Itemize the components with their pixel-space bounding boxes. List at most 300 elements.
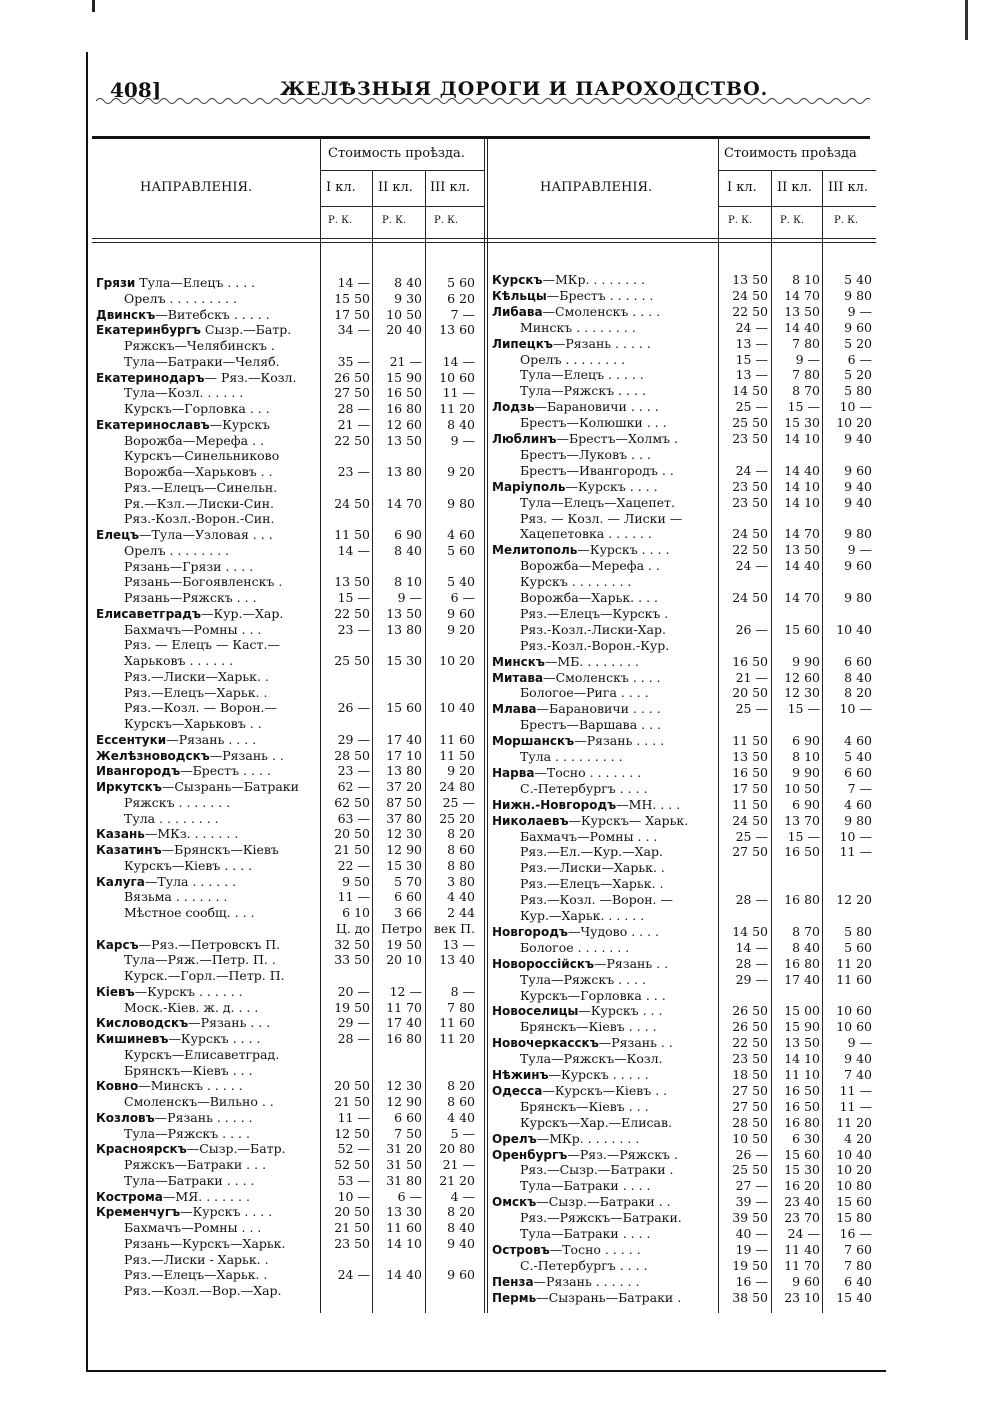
route-name bbox=[492, 272, 645, 288]
class1-heading-left: I кл. bbox=[326, 180, 356, 195]
route-name bbox=[520, 940, 629, 955]
fare-class3: 7 80 bbox=[844, 1257, 872, 1273]
fare-class2: 6 — bbox=[397, 1188, 422, 1204]
fare-class2: 31 50 bbox=[386, 1157, 422, 1172]
fare-class2: 8 10 bbox=[792, 272, 820, 287]
route-direction: Ря.—Кзл.—Лиски-Син. bbox=[124, 495, 275, 511]
fare-class3: 25 — bbox=[442, 794, 475, 810]
fare-class3: 10 60 bbox=[836, 1003, 872, 1019]
fare-class3: 10 — bbox=[839, 828, 872, 844]
fare-class3: 7 60 bbox=[844, 1241, 872, 1257]
route-direction: Курскъ—Хар.—Елисав. bbox=[520, 1114, 672, 1130]
page-number: 408] bbox=[110, 78, 162, 102]
fare-row bbox=[0, 781, 1000, 796]
fare-class2: 14 10 bbox=[784, 431, 820, 446]
fare-class2: 14 70 bbox=[784, 590, 820, 605]
fare-class3: 8 — bbox=[450, 983, 475, 999]
route-direction: Тула—Ряжскъ . . . . bbox=[124, 1125, 250, 1141]
fare-class3: 9 — bbox=[847, 303, 872, 319]
fare-class3: 13 40 bbox=[439, 952, 475, 968]
route-direction: —Курскъ bbox=[209, 416, 270, 432]
fare-class2: 16 50 bbox=[386, 385, 422, 401]
fare-class3: 9 20 bbox=[447, 763, 475, 779]
fare-row bbox=[0, 1226, 1000, 1241]
fare-row bbox=[0, 399, 1000, 414]
fare-class1: 24 50 bbox=[732, 590, 768, 605]
fare-class3: 15 60 bbox=[836, 1194, 872, 1210]
route-direction: —Тосно . . . . . . . bbox=[534, 764, 642, 780]
fare-class2: 12 30 bbox=[386, 826, 422, 842]
fare-class1: 53 — bbox=[337, 1172, 370, 1188]
route-origin: Одесса bbox=[492, 1083, 543, 1098]
direction-heading-left: НАПРАВЛЕНІЯ. bbox=[140, 180, 253, 195]
fare-row bbox=[0, 810, 1000, 828]
route-direction: —Сызрань—Батраки . bbox=[536, 1289, 682, 1305]
fare-class2: 6 60 bbox=[394, 1109, 422, 1125]
route-direction: Тула—Елецъ . . . . . bbox=[520, 367, 644, 383]
route-name bbox=[520, 876, 663, 891]
route-origin: Лодзь bbox=[492, 400, 535, 415]
fare-class3: 25 20 bbox=[439, 810, 475, 826]
route-direction: Ворожба—Мерефа . . bbox=[124, 432, 264, 448]
route-direction: Тула—Елецъ—Хацепет. bbox=[520, 494, 675, 510]
fare-class1: 13 — bbox=[735, 367, 768, 383]
fare-row bbox=[0, 1003, 1000, 1018]
route-direction: Ряз.—Лиски - Харьк. . bbox=[124, 1251, 269, 1267]
fare-class2: 15 60 bbox=[784, 1146, 820, 1162]
fare-row bbox=[0, 352, 1000, 367]
fare-class2: 9 — bbox=[795, 351, 820, 367]
fare-class2: 13 50 bbox=[386, 605, 422, 621]
route-origin: Моршанскъ bbox=[492, 734, 575, 749]
fare-class1: 21 50 bbox=[334, 842, 370, 857]
fare-class1: 26 — bbox=[337, 700, 370, 716]
fare-class3: 21 — bbox=[442, 1157, 475, 1172]
route-direction: Курскъ—Елисаветград. bbox=[124, 1046, 280, 1062]
fare-class1: 11 50 bbox=[732, 796, 768, 812]
fare-class2: 10 50 bbox=[784, 780, 820, 796]
fare-class2: 9 — bbox=[397, 590, 422, 605]
fare-class3: 8 60 bbox=[447, 842, 475, 857]
fare-class3: 9 20 bbox=[447, 464, 475, 479]
route-name bbox=[520, 1115, 672, 1130]
header-divider bbox=[718, 206, 876, 207]
fare-class1: 11 — bbox=[337, 889, 370, 905]
route-direction: —Смоленскъ . . . . bbox=[543, 669, 661, 685]
fare-row bbox=[0, 415, 1000, 430]
fare-row bbox=[0, 526, 1000, 541]
route-direction: Ряжскъ—Батраки . . . bbox=[124, 1157, 267, 1172]
fare-class3: 10 20 bbox=[836, 415, 872, 431]
fare-class1: 23 50 bbox=[732, 1051, 768, 1067]
route-direction: Ряз.—Елецъ—Харьк. . bbox=[520, 876, 664, 892]
fare-row bbox=[0, 542, 1000, 557]
route-direction: Ряз. — Козл. — Лиски — bbox=[520, 510, 683, 526]
fare-class3: 7 — bbox=[450, 306, 475, 322]
route-name bbox=[492, 701, 661, 717]
route-direction: Тула . . . . . . . . bbox=[124, 810, 219, 826]
fare-class3: 9 80 bbox=[844, 812, 872, 828]
class1-heading-right: I кл. bbox=[727, 180, 757, 195]
route-origin: Желѣзноводскъ bbox=[96, 748, 210, 763]
route-direction: Курскъ—Синельниково bbox=[124, 448, 280, 464]
route-name bbox=[492, 1131, 639, 1147]
fare-class1: 21 50 bbox=[334, 1220, 370, 1235]
fare-row bbox=[0, 829, 1000, 844]
route-direction: Ряжскъ . . . . . . . bbox=[124, 794, 231, 810]
fare-class2: 15 90 bbox=[784, 1019, 820, 1035]
fare-class2: 13 80 bbox=[386, 621, 422, 637]
route-direction: Ряз.-Козл.-Лиски-Хар. bbox=[520, 621, 666, 637]
fare-class1: 24 50 bbox=[732, 526, 768, 542]
route-origin: Кишиневъ bbox=[96, 1032, 169, 1046]
fare-row bbox=[0, 749, 1000, 764]
fare-row bbox=[0, 511, 1000, 526]
route-name bbox=[520, 622, 666, 637]
fare-class3: 9 — bbox=[450, 432, 475, 448]
fare-class2: 13 50 bbox=[784, 542, 820, 558]
fare-class1: 15 — bbox=[337, 590, 370, 605]
fare-class2: 13 50 bbox=[386, 432, 422, 448]
fare-row bbox=[0, 654, 1000, 669]
route-direction: Бологое . . . . . . . bbox=[520, 939, 630, 955]
fare-class2: 15 60 bbox=[784, 621, 820, 637]
fare-class2: 13 50 bbox=[784, 1035, 820, 1051]
route-name bbox=[520, 383, 646, 398]
fare-class3: 8 40 bbox=[447, 1220, 475, 1235]
fare-class1: 40 — bbox=[735, 1226, 768, 1241]
fare-row bbox=[0, 1131, 1000, 1146]
fare-class2: 8 40 bbox=[792, 939, 820, 955]
fare-row bbox=[0, 590, 1000, 605]
fare-class2: 15 00 bbox=[784, 1003, 820, 1019]
fare-row bbox=[0, 1290, 1000, 1305]
route-name bbox=[492, 797, 680, 813]
fare-class1: 12 50 bbox=[334, 1125, 370, 1141]
route-name bbox=[492, 654, 639, 670]
route-direction: Тула—Батраки . . . . bbox=[520, 1178, 651, 1194]
route-name bbox=[492, 924, 659, 940]
route-name bbox=[520, 352, 625, 367]
fare-class2: 12 30 bbox=[386, 1078, 422, 1094]
fare-row bbox=[0, 733, 1000, 748]
fare-class3: 9 60 bbox=[844, 558, 872, 574]
fare-class1: 28 — bbox=[337, 401, 370, 416]
fare-class2: 11 10 bbox=[784, 1067, 820, 1082]
fare-class3: 9 80 bbox=[844, 590, 872, 605]
fare-class1: 19 50 bbox=[732, 1257, 768, 1273]
fare-class1: 39 50 bbox=[732, 1210, 768, 1226]
fare-row bbox=[0, 670, 1000, 685]
route-origin: Елецъ bbox=[96, 528, 140, 542]
route-direction: Ряз.—Елецъ—Харьк. . bbox=[124, 1267, 268, 1283]
fare-class2: 31 20 bbox=[386, 1141, 422, 1157]
fare-class3: 10 20 bbox=[836, 1162, 872, 1178]
route-name bbox=[492, 1242, 641, 1258]
route-origin: Оренбургъ bbox=[492, 1147, 568, 1162]
fare-class2: 12 90 bbox=[386, 1094, 422, 1109]
route-direction: Тула—Ряжскъ . . . . bbox=[520, 971, 646, 987]
route-name bbox=[520, 749, 623, 764]
route-direction: —МН. . . . bbox=[616, 796, 681, 812]
fare-row bbox=[0, 908, 1000, 923]
route-direction: —Тосно . . . . . bbox=[549, 1241, 641, 1257]
fare-class1: 24 50 bbox=[732, 287, 768, 303]
route-name bbox=[520, 860, 665, 875]
fare-row bbox=[0, 892, 1000, 907]
route-direction: Брянскъ—Кіевъ . . . bbox=[520, 1098, 649, 1114]
route-direction: —Рязань . . . . bbox=[166, 731, 257, 747]
route-origin: Калуга bbox=[96, 874, 145, 889]
route-direction: Курскъ—Кіевъ . . . . bbox=[124, 857, 253, 873]
route-origin: Ессентуки bbox=[96, 732, 167, 747]
route-direction: Тула—Ряжскъ . . . . bbox=[520, 383, 646, 399]
fare-class3: 6 60 bbox=[844, 764, 872, 780]
fare-class3: 10 60 bbox=[439, 369, 475, 385]
route-direction: Ряз.—Козл. —Ворон. — bbox=[520, 892, 674, 908]
route-direction: Ряз.—Лиски—Харьк. . bbox=[520, 860, 665, 876]
route-name bbox=[492, 765, 641, 781]
route-direction: Тула . . . . . . . . . bbox=[520, 749, 623, 764]
fare-class3: 10 40 bbox=[836, 621, 872, 637]
fare-class1: Ц. до bbox=[335, 920, 370, 936]
fare-class2: 8 70 bbox=[792, 923, 820, 939]
fare-class2: 8 40 bbox=[394, 275, 422, 290]
route-name bbox=[492, 1194, 671, 1210]
fare-class1: 25 — bbox=[735, 701, 768, 717]
route-name bbox=[520, 415, 667, 430]
fare-class3: 15 80 bbox=[836, 1210, 872, 1226]
fare-row bbox=[0, 272, 1000, 287]
fare-class1: 20 50 bbox=[334, 1078, 370, 1094]
route-origin: Новоселицы bbox=[492, 1004, 579, 1019]
fare-class3: 5 — bbox=[450, 1125, 475, 1141]
route-origin: Курскъ bbox=[492, 273, 543, 287]
fare-class3: 4 60 bbox=[844, 796, 872, 812]
fare-class3: 5 40 bbox=[447, 574, 475, 590]
route-direction: Ряз.—Козл.—Вор.—Хар. bbox=[124, 1283, 282, 1298]
fare-class2: 23 10 bbox=[784, 1289, 820, 1305]
fare-class2: 20 40 bbox=[386, 322, 422, 338]
fare-class1: 17 50 bbox=[732, 780, 768, 796]
fare-class1: 28 50 bbox=[732, 1114, 768, 1130]
route-origin: Митава bbox=[492, 670, 544, 685]
fare-class3: 8 20 bbox=[447, 1078, 475, 1094]
route-name bbox=[492, 1035, 673, 1051]
fare-row bbox=[0, 574, 1000, 589]
route-origin: Нѣжинъ bbox=[492, 1068, 549, 1082]
route-name bbox=[492, 1147, 678, 1163]
fare-class2: 16 80 bbox=[784, 892, 820, 908]
route-origin: Кисловодскъ bbox=[96, 1016, 189, 1031]
header-divider bbox=[320, 170, 484, 171]
fare-class2: 9 90 bbox=[792, 764, 820, 780]
fare-class3: 10 40 bbox=[836, 1146, 872, 1162]
fare-row bbox=[0, 1147, 1000, 1162]
route-direction: —Рязань . . bbox=[209, 747, 284, 763]
route-direction: Курск.—Горл.—Петр. П. bbox=[124, 968, 285, 983]
fare-class2: 9 30 bbox=[394, 290, 422, 306]
fare-row bbox=[0, 1115, 1000, 1130]
route-origin: Елисаветградъ bbox=[96, 606, 201, 621]
fare-row bbox=[0, 622, 1000, 637]
route-name bbox=[520, 892, 673, 907]
page-title: ЖЕЛѢЗНЫЯ ДОРОГИ И ПАРОХОДСТВО. bbox=[280, 78, 769, 100]
route-direction: —Минскъ . . . . . bbox=[138, 1078, 243, 1094]
route-direction: Бологое—Рига . . . . bbox=[520, 685, 649, 701]
fare-class3: 8 20 bbox=[447, 826, 475, 842]
fare-class3: 9 80 bbox=[844, 287, 872, 303]
route-name bbox=[520, 844, 663, 859]
route-direction: Моск.-Кіев. ж. д. . . . bbox=[124, 999, 259, 1015]
fare-class3: 8 40 bbox=[447, 416, 475, 432]
fare-class1: 29 — bbox=[735, 971, 768, 987]
fare-class2: 15 30 bbox=[784, 1162, 820, 1178]
route-origin: Минскъ bbox=[492, 654, 545, 669]
fare-class3: 11 20 bbox=[836, 955, 872, 971]
fare-row bbox=[0, 844, 1000, 859]
fare-class3: 5 40 bbox=[844, 749, 872, 764]
route-direction: Тула—Ряж.—Петр. П. . bbox=[124, 952, 276, 968]
fare-row bbox=[0, 479, 1000, 494]
fare-class3: 9 80 bbox=[447, 495, 475, 511]
route-origin: Ивангородъ bbox=[96, 764, 181, 779]
route-name bbox=[492, 733, 664, 749]
currency-right-1: Р. К. bbox=[728, 215, 753, 226]
route-direction: Ряз.—Ряжскъ—Батраки. bbox=[520, 1210, 682, 1226]
route-direction: Бахмачъ—Ромны . . . bbox=[520, 828, 658, 844]
fare-class1: 15 50 bbox=[334, 290, 370, 306]
route-direction: —Сызр.—Батр. bbox=[186, 1141, 286, 1157]
fare-row bbox=[0, 558, 1000, 573]
route-direction: —Курскъ . . . . bbox=[577, 542, 670, 558]
route-direction: —Курскъ— Харьк. bbox=[568, 812, 689, 828]
route-direction: Ряз.—Ел.—Кур.—Хар. bbox=[520, 844, 663, 860]
fare-row bbox=[0, 717, 1000, 732]
fare-class2: 16 50 bbox=[784, 844, 820, 860]
fare-class3: 8 80 bbox=[447, 857, 475, 873]
fare-row bbox=[0, 1194, 1000, 1209]
route-direction: Харьковъ . . . . . . bbox=[124, 653, 234, 668]
fare-class1: 22 — bbox=[337, 857, 370, 873]
fare-class1: 38 50 bbox=[732, 1289, 768, 1305]
route-direction: —МБ. . . . . . . . bbox=[544, 653, 640, 669]
route-direction: —МЯ. . . . . . . bbox=[162, 1188, 250, 1204]
fare-class2: 9 60 bbox=[792, 1273, 820, 1289]
fare-class1: 34 — bbox=[337, 322, 370, 338]
fare-class2: 14 40 bbox=[784, 319, 820, 335]
fare-row bbox=[0, 857, 1000, 876]
fare-class2: 14 10 bbox=[784, 478, 820, 494]
fare-class3: 21 20 bbox=[439, 1172, 475, 1188]
fare-class3: 11 60 bbox=[439, 731, 475, 747]
fare-class1: 15 — bbox=[735, 351, 768, 367]
fare-row bbox=[0, 765, 1000, 780]
fare-class1: 24 50 bbox=[334, 495, 370, 511]
route-direction: Смоленскъ—Вильно . . bbox=[124, 1094, 274, 1109]
route-direction: —Курскъ—Кіевъ . . bbox=[542, 1082, 668, 1098]
route-origin: Островъ bbox=[492, 1242, 550, 1257]
fare-class2: 7 80 bbox=[792, 367, 820, 383]
fare-class2: 37 80 bbox=[386, 810, 422, 826]
fare-row bbox=[0, 319, 1000, 338]
route-direction: С.-Петербургъ . . . . bbox=[520, 780, 648, 796]
fare-class2: 15 — bbox=[787, 828, 820, 844]
route-name bbox=[520, 717, 661, 732]
fare-class3: 7 — bbox=[847, 780, 872, 796]
fare-row bbox=[0, 495, 1000, 510]
fare-class2: 17 40 bbox=[784, 971, 820, 987]
route-direction: Ряз.—Козл. — Ворон.— bbox=[124, 700, 278, 716]
route-origin: Екатеринодаръ bbox=[96, 370, 205, 385]
route-direction: —Брестъ . . . . bbox=[180, 763, 271, 779]
fare-class1: 28 — bbox=[735, 955, 768, 971]
fare-class3: 11 — bbox=[839, 1082, 872, 1098]
route-direction: Ворожба—Харьк. . . . bbox=[520, 590, 659, 605]
route-direction: Тула—Батраки . . . . bbox=[520, 1226, 651, 1241]
fare-class2: 14 70 bbox=[784, 287, 820, 303]
fare-class1: 11 50 bbox=[732, 733, 768, 749]
route-direction: —Рязань . . bbox=[598, 1035, 673, 1051]
route-name bbox=[520, 1178, 651, 1193]
fare-class2: 37 20 bbox=[386, 779, 422, 794]
fare-class1: 33 50 bbox=[334, 952, 370, 968]
fare-row bbox=[0, 447, 1000, 462]
route-name bbox=[520, 829, 657, 844]
fare-class2: 23 70 bbox=[784, 1210, 820, 1226]
fare-row bbox=[0, 367, 1000, 382]
route-direction: Рязань—Ряжскъ . . . bbox=[124, 590, 257, 605]
fare-row bbox=[0, 336, 1000, 351]
route-direction: Ворожба—Харьковъ . . bbox=[124, 464, 273, 479]
route-direction: —Курскъ . . . . bbox=[565, 478, 658, 494]
header-divider bbox=[718, 170, 876, 171]
fare-class2: 6 30 bbox=[792, 1130, 820, 1146]
route-origin: Мелитополь bbox=[492, 543, 578, 558]
fare-class2: 17 40 bbox=[386, 731, 422, 747]
class3-heading-left: III кл. bbox=[430, 180, 471, 195]
fare-class3: 10 40 bbox=[439, 700, 475, 716]
fare-class1: 16 50 bbox=[732, 653, 768, 669]
fare-class2: 11 70 bbox=[784, 1257, 820, 1273]
fare-class2: 16 50 bbox=[784, 1082, 820, 1098]
route-direction: —Кур.—Хар. bbox=[200, 605, 284, 621]
route-name bbox=[520, 511, 682, 526]
fare-row bbox=[0, 1083, 1000, 1098]
fare-row bbox=[0, 1210, 1000, 1225]
fare-class1: 26 — bbox=[735, 621, 768, 637]
route-direction: Брестъ—Варшава . . . bbox=[520, 717, 661, 733]
fare-class2: 12 30 bbox=[784, 685, 820, 701]
route-direction: —Смоленскъ . . . . bbox=[542, 303, 661, 319]
fare-class3: 4 40 bbox=[447, 1109, 475, 1125]
fare-class1: 22 50 bbox=[732, 303, 768, 319]
route-name bbox=[520, 1162, 674, 1177]
route-direction: Ряз.-Козл.-Ворон.-Кур. bbox=[520, 637, 670, 653]
currency-left-1: Р. К. bbox=[328, 215, 353, 226]
fare-class3: 11 60 bbox=[439, 1015, 475, 1031]
route-direction: —Тула . . . . . . bbox=[144, 873, 237, 889]
route-direction: —Брянскъ—Кіевъ bbox=[161, 842, 279, 857]
fare-row bbox=[0, 1162, 1000, 1177]
fare-class3: 10 — bbox=[839, 399, 872, 415]
fare-class1: 25 — bbox=[735, 828, 768, 844]
route-direction: Вязьма . . . . . . . bbox=[124, 889, 228, 905]
route-direction: Рязань—Богоявленскъ . bbox=[124, 574, 283, 590]
route-name bbox=[492, 336, 651, 352]
route-name bbox=[520, 606, 668, 621]
fare-class1: 23 — bbox=[337, 763, 370, 779]
